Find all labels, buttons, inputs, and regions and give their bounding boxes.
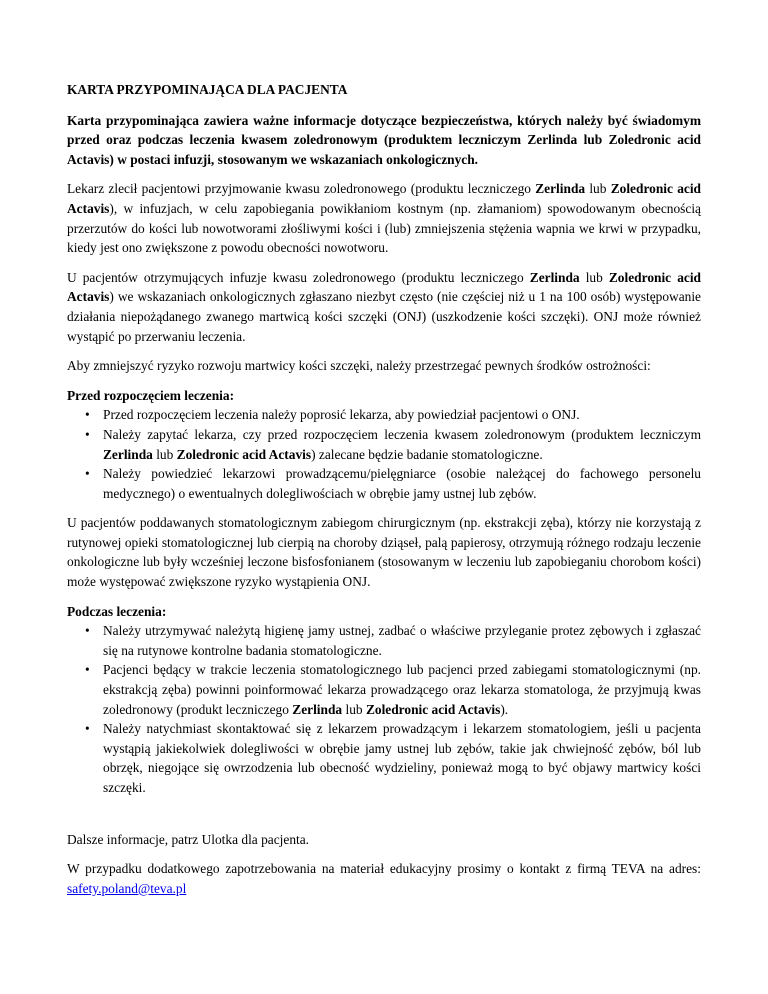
text-span: lub bbox=[342, 701, 366, 717]
list-item bbox=[67, 425, 701, 464]
text-span: Należy zapytać lekarza, czy przed rozpoczęciem leczenia kwasem zoledronowym (produktem leczniczym bbox=[103, 426, 701, 442]
list-item-text: Przed rozpoczęciem leczenia należy poprosić lekarza, aby powiedział pacjentowi o ONJ. bbox=[103, 407, 580, 423]
before-treatment-heading: Przed rozpoczęciem leczenia: bbox=[67, 387, 235, 403]
during-treatment-list bbox=[67, 621, 701, 797]
list-item bbox=[67, 464, 701, 503]
bullet-icon: • bbox=[85, 407, 90, 423]
contact-colon: : bbox=[697, 861, 701, 877]
before-treatment-list bbox=[67, 405, 701, 503]
list-item bbox=[67, 719, 701, 797]
text-span: ) we wskazaniach onkologicznych zgłaszano niezbyt często (nie częściej niż u 1 na 100 osób) występowanie działania niepożądanego zwanego martwicą kości szczęki (ONJ) (uszkodzenie kości szczęki). ONJ może również wystąpić po przerwaniu leczenia. bbox=[67, 289, 701, 344]
text-span: ), w infuzjach, w celu zapobiegania powikłaniom kostnym (np. złamaniom) spowodowanym obecnością przerzutów do kości lub nowotworami złośliwymi kości i (lub) zmniejszenia stężenia wapnia we krwi w przypadku, kiedy jest ono zwiększone z powodu obecności nowotworu. bbox=[67, 200, 701, 256]
contact-paragraph bbox=[67, 859, 701, 898]
during-treatment-heading: Podczas leczenia: bbox=[67, 603, 167, 619]
prescription-paragraph bbox=[67, 179, 701, 257]
bullet-icon: • bbox=[85, 662, 90, 678]
bullet-icon: • bbox=[85, 466, 90, 482]
list-item-text: Należy natychmiast skontaktować się z lekarzem prowadzącym i lekarzem stomatologiem, jeśli u pacjenta wystąpią jakiekolwiek dolegliwości w obrębie jamy ustnej lub zębów, takie jak chwiejność zębów, ból lub obrzęk, niegojące się owrzodzenia lub obecność wydzieliny, ponieważ mogą to być objawy martwicy kości szczęki. bbox=[103, 721, 701, 795]
text-span: lub bbox=[579, 269, 609, 285]
contact-email-link[interactable]: safety.poland@teva.pl bbox=[67, 880, 187, 896]
bullet-icon: • bbox=[85, 426, 90, 442]
spacer bbox=[67, 808, 701, 830]
text-span: lub bbox=[585, 181, 611, 197]
product-name-zerlinda: Zerlinda bbox=[535, 181, 586, 197]
product-name-zoledronic: Zoledronic acid Actavis bbox=[365, 701, 501, 717]
text-span: lub bbox=[152, 446, 177, 462]
product-name-zoledronic: Zoledronic acid Actavis bbox=[67, 269, 701, 305]
product-name-zoledronic: Zoledronic acid Actavis bbox=[67, 181, 702, 216]
text-span: Lekarz zlecił pacjentowi przyjmowanie kwasu zoledronowego (produktu leczniczego bbox=[67, 181, 536, 197]
text-span: U pacjentów otrzymujących infuzje kwasu zoledronowego (produktu leczniczego bbox=[67, 269, 530, 285]
document-content bbox=[67, 80, 701, 908]
text-span: ) zalecane będzie badanie stomatologiczne. bbox=[311, 446, 543, 462]
risk-factors-paragraph: U pacjentów poddawanych stomatologicznym zabiegom chirurgicznym (np. ekstrakcji zęba), którzy nie korzystają z rutynowej opieki stomatologicznej lub cierpią na choroby dziąseł, palą papierosy, otrzymują różnego rodzaju leczenie onkologiczne lub były wcześniej leczone bisfosfonianem (stosowanym w leczeniu lub zapobieganiu chorobom kości) może występować zwiększone ryzyko wystąpienia ONJ. bbox=[67, 515, 701, 590]
lead-paragraph: Karta przypominająca zawiera ważne informacje dotyczące bezpieczeństwa, których należy być świadomym przed oraz podczas leczenia kwasem zoledronowym (produktem leczniczym Zerlinda lub Zoledronic acid Actavis) w postaci infuzji, stosowanym we wskazaniach onkologicznych. bbox=[67, 112, 701, 167]
text-span: Pacjenci będący w trakcie leczenia stomatologicznego lub pacjenci przed zabiegami stomatologicznymi (np. ekstrakcją zęba) powinni poinformować lekarza prowadzącego oraz lekarza stomatologa, że przyjmują kwas zoledronowy (produkt leczniczego bbox=[103, 662, 701, 717]
contact-text: W przypadku dodatkowego zapotrzebowania na materiał edukacyjny prosimy o kontakt z firmą TEVA na adres bbox=[67, 861, 698, 877]
onj-risk-paragraph bbox=[67, 268, 701, 346]
text-span: ). bbox=[500, 701, 509, 717]
precautions-intro: Aby zmniejszyć ryzyko rozwoju martwicy kości szczęki, należy przestrzegać pewnych środków ostrożności: bbox=[67, 358, 651, 374]
list-item bbox=[67, 660, 701, 719]
product-name-zerlinda: Zerlinda bbox=[103, 446, 153, 462]
list-item-text: Należy powiedzieć lekarzowi prowadzącemu/pielęgniarce (osobie należącej do fachowego personelu medycznego) o ewentualnych dolegliwościach w obrębie jamy ustnej lub zębów. bbox=[103, 466, 701, 501]
further-info-note: Dalsze informacje, patrz Ulotka dla pacjenta. bbox=[67, 831, 310, 847]
list-item-text: Należy utrzymywać należytą higienę jamy ustnej, zadbać o właściwe przyleganie protez zębowych i zgłaszać się na rutynowe kontrolne badania stomatologiczne. bbox=[103, 623, 701, 658]
bullet-icon: • bbox=[85, 623, 90, 639]
page-title: KARTA PRZYPOMINAJĄCA DLA PACJENTA bbox=[67, 82, 348, 97]
product-name-zerlinda: Zerlinda bbox=[529, 269, 580, 285]
product-name-zerlinda: Zerlinda bbox=[292, 701, 343, 717]
list-item bbox=[67, 405, 701, 425]
product-name-zoledronic: Zoledronic acid Actavis bbox=[176, 446, 312, 462]
bullet-icon: • bbox=[85, 721, 90, 737]
list-item bbox=[67, 621, 701, 660]
